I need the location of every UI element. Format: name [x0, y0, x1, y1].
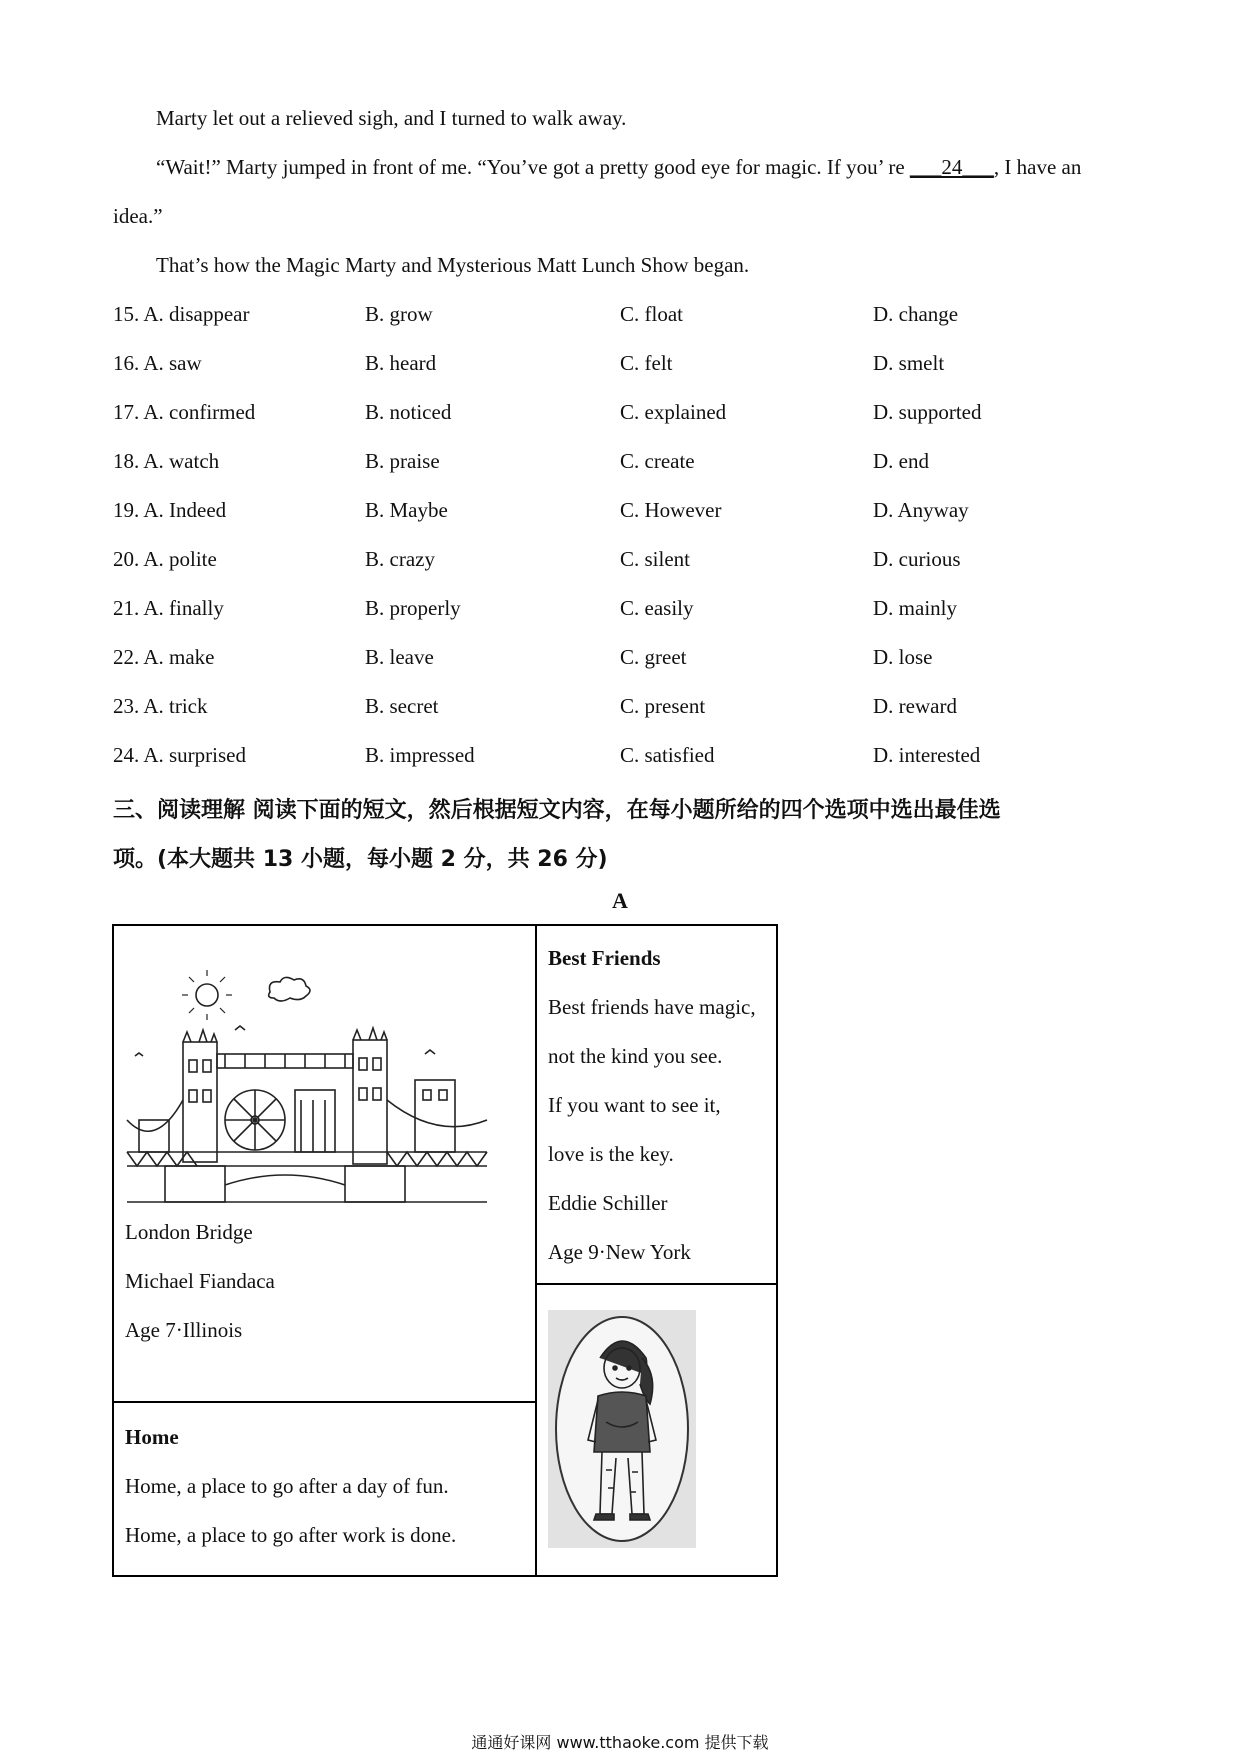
option-d: D. reward [873, 694, 957, 718]
option-c: C. felt [620, 351, 673, 375]
option-d: D. interested [873, 743, 981, 767]
option-d: D. supported [873, 400, 982, 424]
option-d: D. Anyway [873, 498, 969, 522]
option-c: C. explained [620, 400, 727, 424]
passage-line-2-after: , I have an [993, 155, 1082, 179]
option-a: 20. A. polite [113, 547, 217, 571]
option-a: 18. A. watch [113, 449, 220, 473]
page-footer: 通通好课网 www.tthaoke.com 提供下载 [471, 1733, 769, 1752]
option-c: C. greet [620, 645, 687, 669]
poem-best-friends-line-1: Best friends have magic, [548, 995, 756, 1019]
option-a: 23. A. trick [113, 694, 208, 718]
option-d: D. curious [873, 547, 961, 571]
option-b: B. leave [365, 645, 434, 669]
option-b: B. praise [365, 449, 440, 473]
passage-line-2-before: “Wait!” Marty jumped in front of me. “You’ve got a pretty good eye for magic. If you’ re [156, 155, 910, 179]
poem-home-line-2: Home, a place to go after work is done. [125, 1523, 457, 1547]
cell1-author: Michael Fiandaca [125, 1269, 275, 1293]
section-title-line-1: 三、阅读理解 阅读下面的短文，然后根据短文内容，在每小题所给的四个选项中选出最佳选 [113, 798, 1001, 823]
option-b: B. Maybe [365, 498, 448, 522]
option-a: 16. A. saw [113, 351, 202, 375]
option-a: 24. A. surprised [113, 743, 246, 767]
cell1-title: London Bridge [125, 1220, 253, 1244]
poem-best-friends-line-4: love is the key. [548, 1142, 674, 1166]
option-d: D. lose [873, 645, 933, 669]
poem-best-friends-line-3: If you want to see it, [548, 1093, 721, 1117]
poem-best-friends-age: Age 9·New York [548, 1240, 691, 1264]
option-c: C. create [620, 449, 695, 473]
section-title-line-2: 项。(本大题共 13 小题，每小题 2 分，共 26 分) [113, 847, 608, 872]
table-right-horizontal-divider [536, 1283, 778, 1285]
passage-line-2 [156, 155, 1081, 180]
poem-home-line-1: Home, a place to go after a day of fun. [125, 1474, 449, 1498]
option-b: B. heard [365, 351, 437, 375]
passage-line-1: Marty let out a relieved sigh, and I turned to walk away. [156, 106, 627, 130]
option-d: D. change [873, 302, 959, 326]
option-b: B. grow [365, 302, 433, 326]
option-b: B. properly [365, 596, 461, 620]
option-c: C. float [620, 302, 683, 326]
option-c: C. easily [620, 596, 694, 620]
cell1-age: Age 7·Illinois [125, 1318, 243, 1342]
poem-best-friends-title: Best Friends [548, 946, 661, 970]
blank-24: ___24___ [909, 155, 994, 179]
option-a: 15. A. disappear [113, 302, 250, 326]
option-d: D. end [873, 449, 929, 473]
poem-best-friends-author: Eddie Schiller [548, 1191, 668, 1215]
passage-label: A [612, 888, 628, 913]
option-b: B. crazy [365, 547, 435, 571]
option-d: D. smelt [873, 351, 945, 375]
option-a: 22. A. make [113, 645, 215, 669]
table-left-horizontal-divider [112, 1401, 536, 1403]
option-a: 19. A. Indeed [113, 498, 227, 522]
option-c: C. satisfied [620, 743, 715, 767]
option-a: 17. A. confirmed [113, 400, 256, 424]
girl-drawing [548, 1310, 696, 1548]
option-b: B. noticed [365, 400, 452, 424]
option-b: B. secret [365, 694, 439, 718]
option-b: B. impressed [365, 743, 475, 767]
option-a: 21. A. finally [113, 596, 224, 620]
option-d: D. mainly [873, 596, 957, 620]
london-bridge-drawing [125, 970, 491, 1210]
option-c: C. However [620, 498, 722, 522]
passage-line-3: That’s how the Magic Marty and Mysterious Matt Lunch Show began. [156, 253, 750, 277]
option-c: C. silent [620, 547, 691, 571]
poem-best-friends-line-2: not the kind you see. [548, 1044, 723, 1068]
option-c: C. present [620, 694, 706, 718]
poem-home-title: Home [125, 1425, 179, 1449]
table-vertical-divider [535, 924, 537, 1577]
passage-line-2-continued: idea.” [113, 204, 163, 228]
